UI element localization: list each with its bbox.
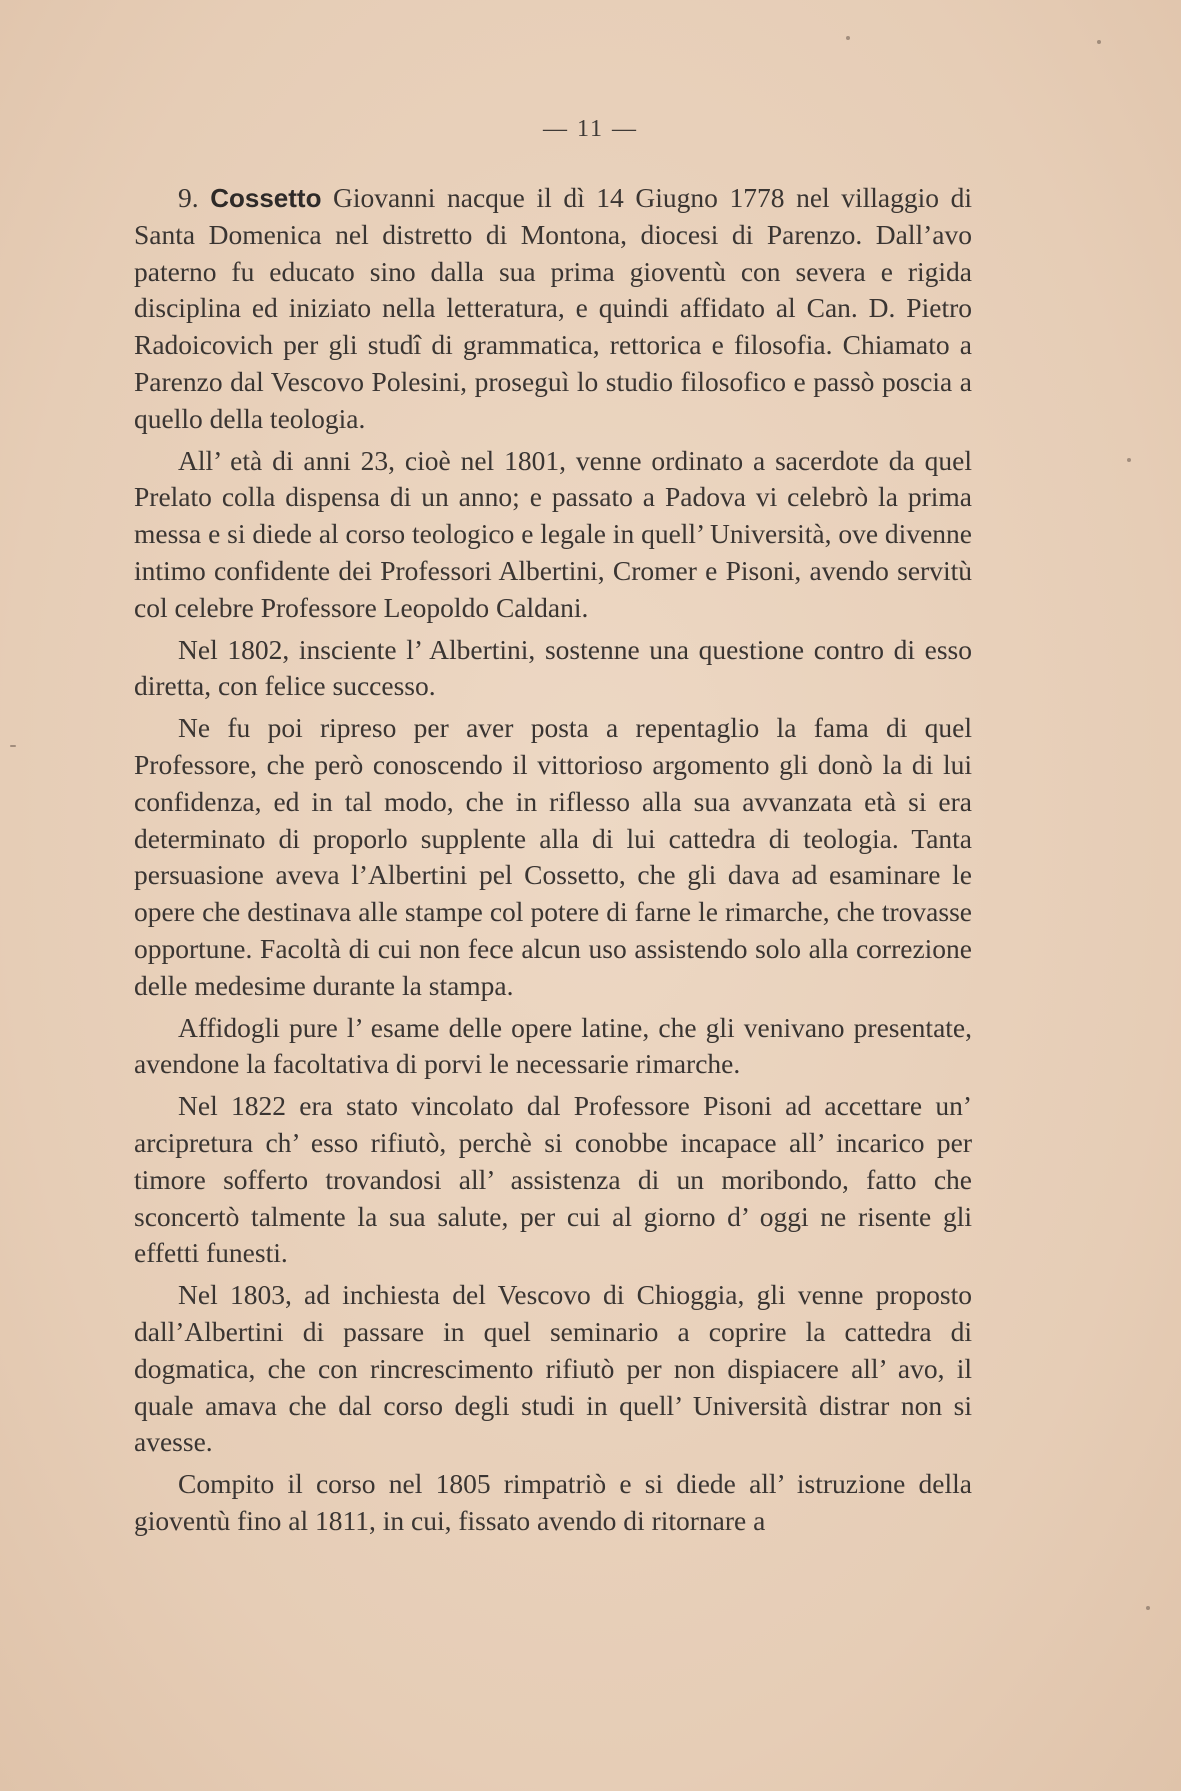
paragraph-text: Giovanni nacque il dì 14 Giugno 1778 nel villaggio di Santa Domenica nel distretto di Montona, diocesi di Parenzo. Dall’avo paterno fu educato sino dalla sua prima gioventù con severa e rigida disciplina ed iniziato nella letteratura, e quindi affidato al Can. D. Pietro Radoicovich per gli studî di grammatica, rettorica e filosofia. Chiamato a Parenzo dal Vescovo Polesini, proseguì lo studio filosofico e passò poscia a quello della teologia. [134,182,973,434]
paragraph-6: Nel 1822 era stato vincolato dal Professore Pisoni ad accettare un’ arcipretura ch’ esso rifiutò, perchè si conobbe incapace all’ incarico per timore sofferto trovandosi all’ assistenza di un moribondo, fatto che sconcertò talmente la sua salute, per cui al giorno d’ oggi ne risente gli effetti funesti. [134,1090,972,1269]
paragraph-1 [134,180,972,438]
entry-number: 9. [178,182,211,213]
body-text [134,180,972,1545]
paper-speck [1097,40,1101,44]
paragraph-7: Nel 1803, ad inchiesta del Vescovo di Chioggia, gli venne proposto dall’Albertini di passare in quel seminario a coprire la cattedra di dogmatica, che con rincrescimento rifiutò per non dispiacere all’ avo, il quale amava che dal corso degli studi in quell’ Università distrar non si avesse. [134,1279,972,1458]
page-number: — 11 — [542,116,639,142]
paragraph-5: Affidogli pure l’ esame delle opere latine, che gli venivano presentate, avendone la facoltativa di porvi le necessarie rimarche. [134,1011,972,1080]
paper-speck [846,36,850,40]
paper-speck [1146,1606,1150,1610]
paragraph-2: All’ età di anni 23, cioè nel 1801, venne ordinato a sacerdote da quel Prelato colla dispensa di un anno; e passato a Padova vi celebrò la prima messa e si diede al corso teologico e legale in quell’ Università, ove divenne intimo confidente dei Professori Albertini, Cromer e Pisoni, avendo servitù col celebre Professore Leopoldo Caldani. [134,444,972,623]
paper-speck [10,745,16,747]
paragraph-4: Ne fu poi ripreso per aver posta a repentaglio la fama di quel Professore, che però conoscendo il vittorioso argomento gli donò la di lui confidenza, ed in tal modo, che in riflesso alla sua avvanzata età si era determinato di proporlo supplente alla di lui cattedra di teologia. Tanta persuasione aveva l’Albertini pel Cossetto, che gli dava ad esaminare le opere che destinava alle stampe col potere di farne le rimarche, che trovasse opportune. Facoltà di cui non fece alcun uso assistendo solo alla correzione delle medesime durante la stampa. [134,712,972,1001]
paper-speck [1127,458,1131,462]
entry-name: Cossetto [210,183,322,213]
paragraph-3: Nel 1802, insciente l’ Albertini, sostenne una questione contro di esso diretta, con felice successo. [134,633,972,702]
paragraph-8: Compito il corso nel 1805 rimpatriò e si diede all’ istruzione della gioventù fino al 1811, in cui, fissato avendo di ritornare a [134,1468,972,1536]
